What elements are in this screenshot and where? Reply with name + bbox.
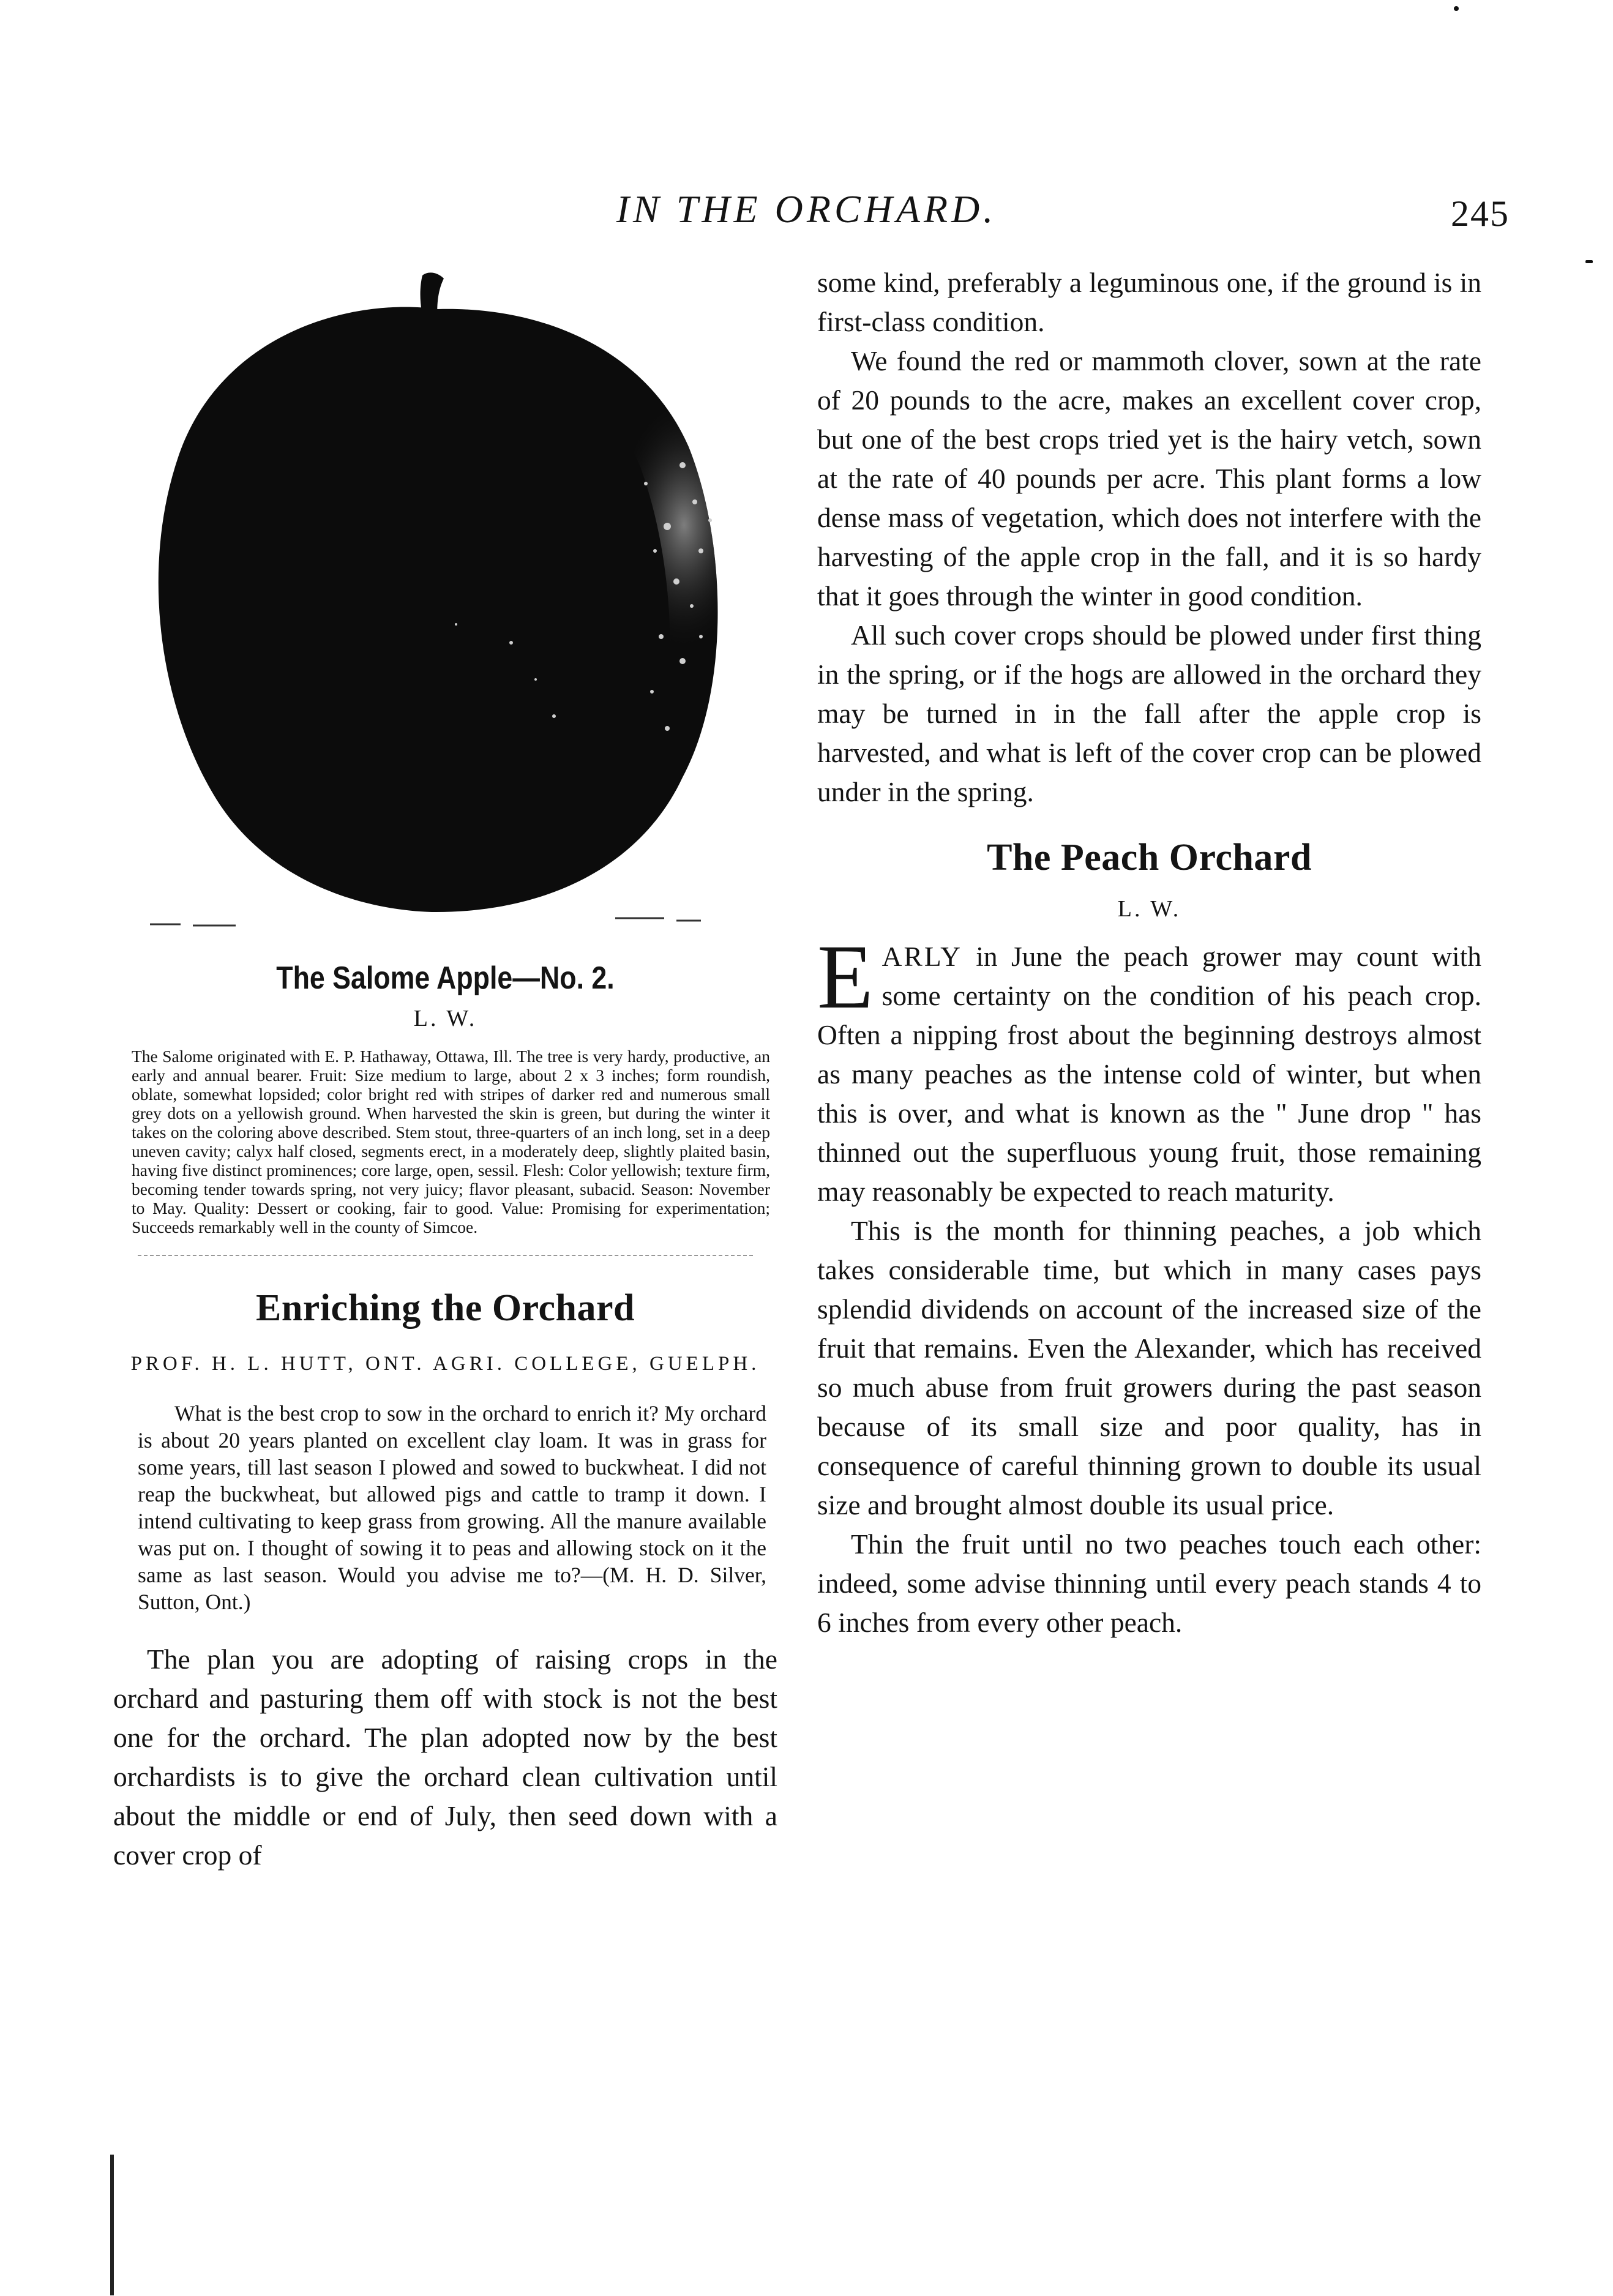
- article-heading-peach: The Peach Orchard: [987, 837, 1312, 878]
- figure-caption-text: The Salome originated with E. P. Hathaway, Ottawa, Ill. The tree is very hardy, productive, an early and annual bearer. Fruit: Size medium to large, about 2 x 3 inches; form roundish, oblate, somewhat lopsided; color bright red with stripes of darker red and numerous small grey dots on a yellowish ground. When harvested the skin is green, but during the winter it takes on the coloring above described. Stem stout, three-quarters of an inch long, set in a deep uneven cavity; calyx half closed, segments erect, in a moderately deep, slightly plaited basin, having five distinct prominences; core large, open, sessil. Flesh: Color yellowish; texture firm, becoming tender towards spring, not very juicy; flavor pleasant, subacid. Season: November to May. Quality: Dessert or cooking, fair to good. Value: Promising for experimentation; Succeeds remarkably well in the county of Simcoe.: [132, 1047, 770, 1236]
- opening-caps: ARLY: [881, 941, 962, 972]
- margin-scan-line: [110, 2155, 114, 2295]
- article-heading-enriching: Enriching the Orchard: [255, 1287, 635, 1329]
- clover-paragraph: We found the red or mammoth clover, sown at the rate of 20 pounds to the acre, makes an excellent cover crop, but one of the best crops tried yet is the hairy vetch, sown at the rate of 40 pounds per acre. This plant forms a low dense mass of vegetation, which does not interfere with the harvesting of the apple crop in the fall, and it is so hardy that it goes through the winter in good condition.: [817, 345, 1481, 611]
- continued-paragraph: some kind, preferably a leguminous one, if the ground is in first-class condition.: [817, 267, 1481, 337]
- peach-byline: L. W.: [1117, 896, 1181, 922]
- right-column: [817, 263, 1481, 1642]
- figure-caption-byline: L. W.: [413, 1006, 477, 1031]
- page-number: 245: [1451, 193, 1510, 234]
- reader-question: What is the best crop to sow in the orchard to enrich it? My orchard is about 20 years planted on excellent clay loam. It was in grass for some years, till last season I plowed and sowed to buckwheat. I did not reap the buckwheat, but allowed pigs and cattle to tramp it down. I intend cultivating to keep grass from growing. All the manure available was put on. I thought of sowing it to peas and allowing stock on it the same as last season. Would you advise me to?—(M. H. D. Silver, Sutton, Ont.): [138, 1401, 766, 1614]
- answer-paragraph: The plan you are adopting of raising crops in the orchard and pasturing them off with stock is not the best one for the orchard. The plan adopted now by the best orchardists is to give the orchard clean cultivation until about the middle or end of July, then seed down with a cover crop of: [113, 1643, 777, 1871]
- drop-cap: E: [817, 926, 874, 1028]
- running-title: IN THE ORCHARD.: [616, 187, 997, 231]
- left-column: [113, 263, 777, 1875]
- apple-illustration: [113, 263, 777, 955]
- spacing-paragraph: Thin the fruit until no two peaches touch each other: indeed, some advise thinning until every peach stands 4 to 6 inches from every other peach.: [817, 1528, 1481, 1638]
- scan-speck: [1454, 6, 1459, 11]
- article-credit: PROF. H. L. HUTT, ONT. AGRI. COLLEGE, GUELPH.: [130, 1353, 760, 1375]
- scan-speck: [1585, 260, 1593, 263]
- section-divider: [138, 1255, 753, 1256]
- apple-drawing: [113, 263, 777, 955]
- opening-text: in June the peach grower may count with some certainty on the condition of his peach crop. Often a nipping frost about the beginning destroys almost as many peaches as the intense cold of winter, but when this is over, and what is known as the " June drop " has thinned out the superfluous young fruit, those remaining may reasonably be expected to reach maturity.: [817, 941, 1481, 1207]
- cover-crop-paragraph: All such cover crops should be plowed under first thing in the spring, or if the hogs are allowed in the orchard they may be turned in in the fall after the apple crop is harvested, and what is left of the cover crop can be plowed under in the spring.: [817, 619, 1481, 807]
- figure-caption-title: The Salome Apple—No. 2.: [276, 960, 615, 996]
- thinning-paragraph: This is the month for thinning peaches, a job which takes considerable time, but which in many cases pays splendid dividends on account of the increased size of the fruit that remains. Even the Alexander, which has received so much abuse from fruit growers during the past season because of its small size and poor quality, has in consequence of careful thinning grown to double its usual size and brought almost double its usual price.: [817, 1215, 1481, 1520]
- peach-opening-paragraph: [817, 926, 1481, 1211]
